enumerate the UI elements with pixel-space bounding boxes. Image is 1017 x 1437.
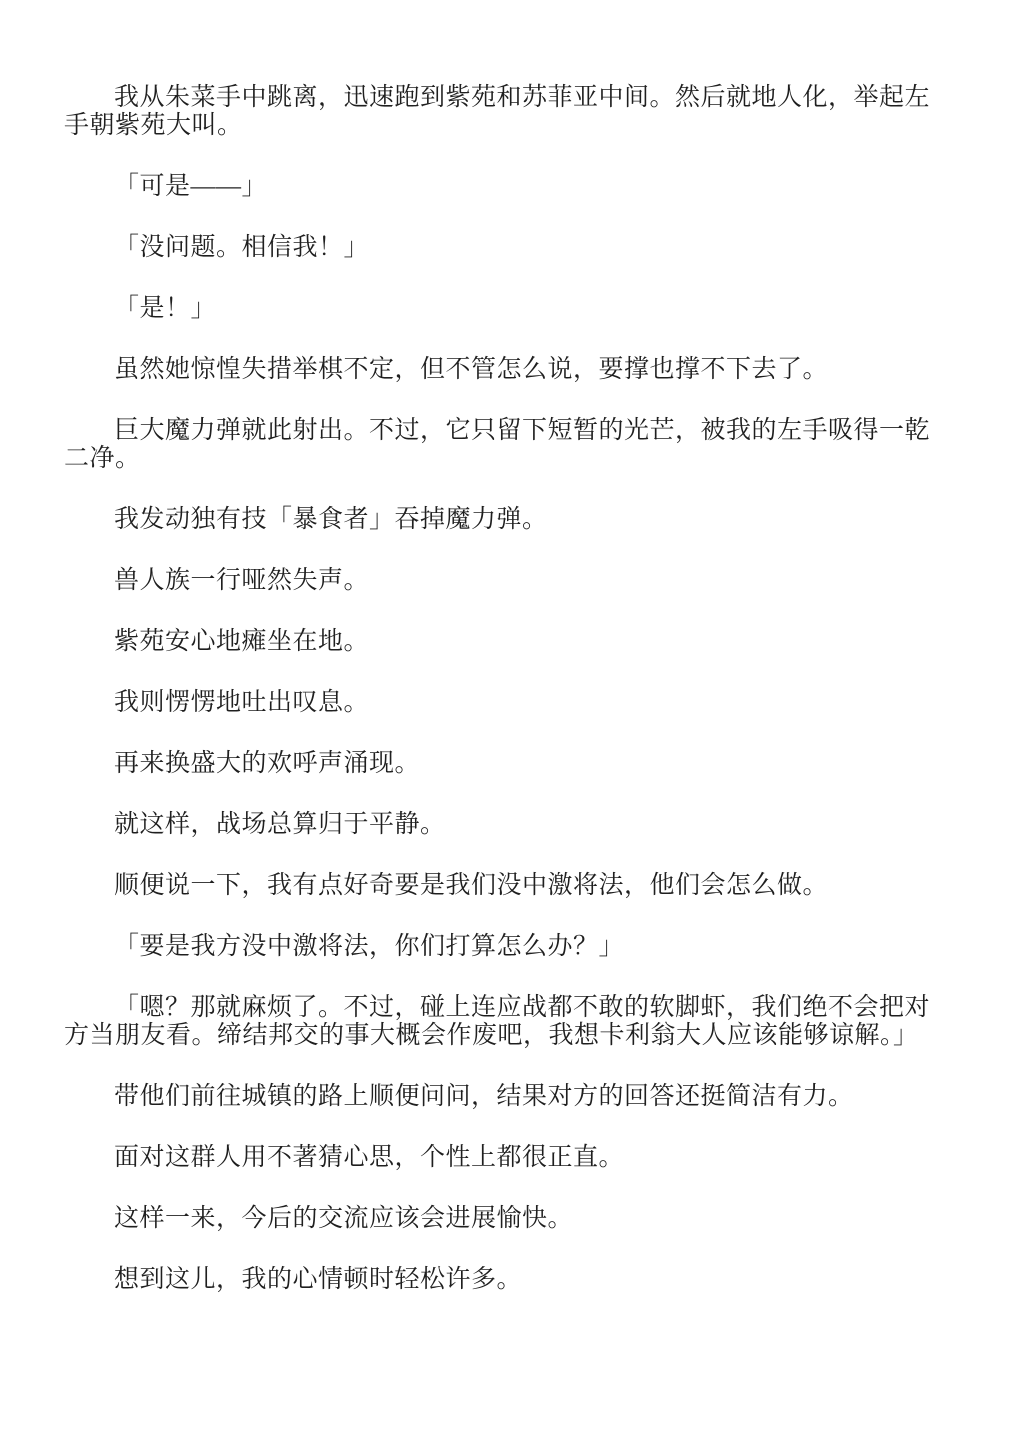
paragraph: 带他们前往城镇的路上顺便问问，结果对方的回答还挺简洁有力。	[114, 1083, 854, 1110]
paragraph: 「要是我方没中激将法，你们打算怎么办？」	[114, 933, 625, 960]
paragraph: 虽然她惊惶失措举棋不定，但不管怎么说，要撑也撑不下去了。	[114, 356, 829, 383]
paragraph: 顺便说一下，我有点好奇要是我们没中激将法，他们会怎么做。	[114, 872, 829, 899]
paragraph: 就这样，战场总算归于平静。	[114, 811, 446, 838]
paragraph: 这样一来，今后的交流应该会进展愉快。	[114, 1205, 574, 1232]
paragraph: 面对这群人用不著猜心思，个性上都很正直。	[114, 1144, 625, 1171]
paragraph: 我则愣愣地吐出叹息。	[114, 689, 370, 716]
paragraph: 紫苑安心地瘫坐在地。	[114, 628, 370, 655]
paragraph: 兽人族一行哑然失声。	[114, 567, 370, 594]
paragraph: 巨大魔力弹就此射出。不过，它只留下短暂的光芒，被我的左手吸得一乾二净。	[64, 417, 931, 472]
paragraph: 「没问题。相信我！」	[114, 234, 370, 261]
paragraph: 我发动独有技「暴食者」吞掉魔力弹。	[114, 506, 548, 533]
paragraph: 再来换盛大的欢呼声涌现。	[114, 750, 421, 777]
paragraph: 想到这儿，我的心情顿时轻松许多。	[114, 1266, 523, 1293]
paragraph: 「可是——」	[114, 173, 268, 200]
paragraph: 「嗯？那就麻烦了。不过，碰上连应战都不敢的软脚虾，我们绝不会把对方当朋友看。缔结邦交的事大概会作废吧，我想卡利翁大人应该能够谅解。」	[64, 994, 931, 1049]
paragraph: 「是！」	[114, 295, 217, 322]
paragraph: 我从朱菜手中跳离，迅速跑到紫苑和苏菲亚中间。然后就地人化，举起左手朝紫苑大叫。	[64, 84, 931, 139]
